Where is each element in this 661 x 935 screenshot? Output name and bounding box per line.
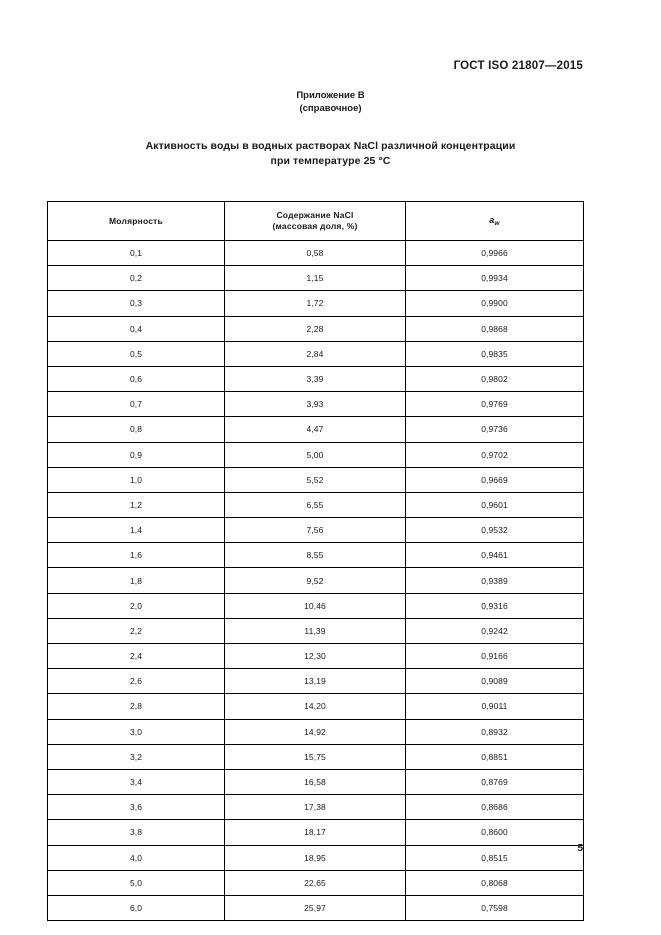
cell-water-activity: 0,8769 <box>406 769 584 794</box>
cell-water-activity: 0,9089 <box>406 669 584 694</box>
cell-nacl-content: 12,30 <box>225 644 406 669</box>
cell-water-activity: 0,9702 <box>406 442 584 467</box>
table-row <box>48 518 584 543</box>
cell-molarity: 2,2 <box>48 618 225 643</box>
cell-nacl-content: 2,28 <box>225 316 406 341</box>
cell-water-activity: 0,9736 <box>406 417 584 442</box>
cell-molarity: 1,6 <box>48 543 225 568</box>
table-row <box>48 744 584 769</box>
cell-molarity: 3,0 <box>48 719 225 744</box>
cell-nacl-content: 3,93 <box>225 392 406 417</box>
cell-water-activity: 0,9802 <box>406 366 584 391</box>
column-header-nacl-content-line-2: (массовая доля, %) <box>272 221 358 231</box>
table-row <box>48 568 584 593</box>
cell-nacl-content: 22,65 <box>225 870 406 895</box>
page-number: 5 <box>577 843 583 854</box>
cell-nacl-content: 5,52 <box>225 467 406 492</box>
column-header-nacl-content <box>225 202 406 241</box>
cell-nacl-content: 10,46 <box>225 593 406 618</box>
table-row <box>48 719 584 744</box>
water-activity-symbol-subscript: w <box>494 220 500 227</box>
cell-molarity: 1,8 <box>48 568 225 593</box>
cell-molarity: 3,8 <box>48 820 225 845</box>
cell-molarity: 3,4 <box>48 769 225 794</box>
cell-nacl-content: 16,58 <box>225 769 406 794</box>
table-header <box>48 202 584 241</box>
cell-nacl-content: 4,47 <box>225 417 406 442</box>
table-row <box>48 266 584 291</box>
cell-nacl-content: 9,52 <box>225 568 406 593</box>
cell-molarity: 6,0 <box>48 895 225 920</box>
cell-nacl-content: 1,72 <box>225 291 406 316</box>
annex-caption <box>0 89 661 115</box>
column-header-water-activity <box>406 202 584 241</box>
table-row <box>48 467 584 492</box>
table-row <box>48 366 584 391</box>
cell-water-activity: 0,9966 <box>406 241 584 266</box>
cell-water-activity: 0,9900 <box>406 291 584 316</box>
table-row <box>48 543 584 568</box>
cell-nacl-content: 14,20 <box>225 694 406 719</box>
cell-molarity: 3,2 <box>48 744 225 769</box>
cell-water-activity: 0,9934 <box>406 266 584 291</box>
cell-water-activity: 0,9532 <box>406 518 584 543</box>
water-activity-table <box>47 201 584 921</box>
cell-water-activity: 0,9868 <box>406 316 584 341</box>
cell-water-activity: 0,7598 <box>406 895 584 920</box>
cell-nacl-content: 11,39 <box>225 618 406 643</box>
cell-molarity: 0,6 <box>48 366 225 391</box>
cell-water-activity: 0,9835 <box>406 341 584 366</box>
cell-water-activity: 0,9166 <box>406 644 584 669</box>
table-row <box>48 316 584 341</box>
cell-molarity: 1,0 <box>48 467 225 492</box>
cell-water-activity: 0,8515 <box>406 845 584 870</box>
cell-nacl-content: 0,58 <box>225 241 406 266</box>
cell-molarity: 0,4 <box>48 316 225 341</box>
table-title <box>0 139 661 169</box>
cell-nacl-content: 2,84 <box>225 341 406 366</box>
table-row <box>48 492 584 517</box>
cell-water-activity: 0,8068 <box>406 870 584 895</box>
cell-nacl-content: 17,38 <box>225 795 406 820</box>
cell-water-activity: 0,8932 <box>406 719 584 744</box>
cell-nacl-content: 1,15 <box>225 266 406 291</box>
cell-nacl-content: 14,92 <box>225 719 406 744</box>
cell-molarity: 3,6 <box>48 795 225 820</box>
cell-water-activity: 0,8851 <box>406 744 584 769</box>
cell-molarity: 0,5 <box>48 341 225 366</box>
annex-status: (справочное) <box>299 103 362 114</box>
running-header: ГОСТ ISO 21807—2015 <box>453 60 583 72</box>
table-row <box>48 820 584 845</box>
table-row <box>48 769 584 794</box>
table-title-line-1: Активность воды в водных растворах NaCl различной концентрации <box>145 140 516 152</box>
cell-nacl-content: 7,56 <box>225 518 406 543</box>
table-row <box>48 870 584 895</box>
table-row <box>48 845 584 870</box>
table-row <box>48 669 584 694</box>
table-row <box>48 442 584 467</box>
table-row <box>48 341 584 366</box>
cell-molarity: 1,2 <box>48 492 225 517</box>
table-row <box>48 795 584 820</box>
table-row <box>48 644 584 669</box>
table-row <box>48 392 584 417</box>
table-header-row <box>48 202 584 241</box>
table-row <box>48 895 584 920</box>
column-header-nacl-content-line-1: Содержание NaCl <box>276 210 354 220</box>
cell-molarity: 0,3 <box>48 291 225 316</box>
table-row <box>48 694 584 719</box>
table-row <box>48 241 584 266</box>
cell-nacl-content: 25,97 <box>225 895 406 920</box>
cell-molarity: 2,6 <box>48 669 225 694</box>
table-row <box>48 618 584 643</box>
table-row <box>48 593 584 618</box>
cell-nacl-content: 18,17 <box>225 820 406 845</box>
cell-molarity: 2,8 <box>48 694 225 719</box>
cell-water-activity: 0,9242 <box>406 618 584 643</box>
cell-nacl-content: 13,19 <box>225 669 406 694</box>
cell-molarity: 0,1 <box>48 241 225 266</box>
cell-molarity: 0,2 <box>48 266 225 291</box>
cell-nacl-content: 15,75 <box>225 744 406 769</box>
water-activity-table-wrapper <box>47 201 583 921</box>
cell-nacl-content: 5,00 <box>225 442 406 467</box>
cell-water-activity: 0,9389 <box>406 568 584 593</box>
cell-nacl-content: 6,55 <box>225 492 406 517</box>
table-title-line-2: при температуре 25 °С <box>270 155 391 167</box>
cell-water-activity: 0,9011 <box>406 694 584 719</box>
water-activity-symbol <box>489 215 499 225</box>
cell-molarity: 5,0 <box>48 870 225 895</box>
cell-nacl-content: 8,55 <box>225 543 406 568</box>
cell-water-activity: 0,9461 <box>406 543 584 568</box>
column-header-molarity: Молярность <box>48 202 225 241</box>
cell-molarity: 0,8 <box>48 417 225 442</box>
table-row <box>48 417 584 442</box>
cell-water-activity: 0,9316 <box>406 593 584 618</box>
cell-water-activity: 0,8600 <box>406 820 584 845</box>
cell-molarity: 0,7 <box>48 392 225 417</box>
cell-water-activity: 0,9601 <box>406 492 584 517</box>
cell-water-activity: 0,9769 <box>406 392 584 417</box>
cell-nacl-content: 3,39 <box>225 366 406 391</box>
annex-label: Приложение В <box>296 90 365 101</box>
cell-molarity: 2,4 <box>48 644 225 669</box>
water-activity-symbol-base: a <box>489 215 495 225</box>
cell-molarity: 4,0 <box>48 845 225 870</box>
cell-water-activity: 0,8686 <box>406 795 584 820</box>
cell-molarity: 0,9 <box>48 442 225 467</box>
cell-molarity: 1,4 <box>48 518 225 543</box>
cell-water-activity: 0,9669 <box>406 467 584 492</box>
cell-nacl-content: 18,95 <box>225 845 406 870</box>
cell-molarity: 2,0 <box>48 593 225 618</box>
table-row <box>48 291 584 316</box>
table-body <box>48 241 584 921</box>
